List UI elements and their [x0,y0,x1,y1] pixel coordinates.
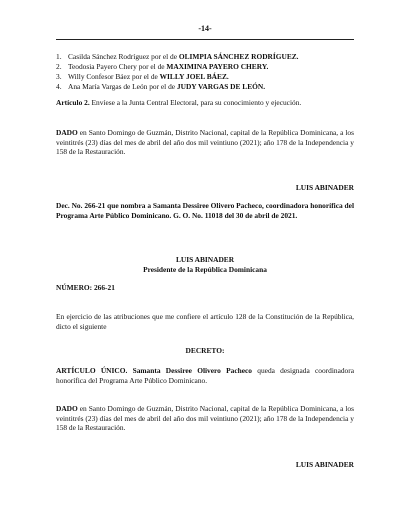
articulo-unico: ARTÍCULO ÚNICO. Samanta Dessiree Olivero Pacheco queda designada coordinadora honorífica del Programa Arte Público Dominicano. [56,366,354,385]
page-number: -14- [198,24,212,33]
articulo-2: Artículo 2. Envíese a la Junta Central Electoral, para su conocimiento y ejecución. [56,98,302,107]
list-item: 2. Teodosia Payero Chery por el de MAXIMINA PAYERO CHERY. [56,62,269,71]
decreto-heading: DECRETO: [185,346,225,355]
president-title: Presidente de la República Dominicana [143,265,267,274]
dado-paragraph-1: DADO en Santo Domingo de Guzmán, Distrito Nacional, capital de la República Dominicana, a los veintitrés (23) días del mes de abril del año dos mil veintiuno (2021); año 178 de la Independencia y 158 de la Restauración. [56,128,354,157]
list-item: 4. Ana María Vargas de León por el de JUDY VARGAS DE LEÓN. [56,82,266,91]
preamble: En ejercicio de las atribuciones que me confiere el artículo 128 de la Constitución de la República, dicto el siguiente [56,312,354,331]
header-rule [56,39,354,40]
list-item: 3. Willy Confesor Báez por el de WILLY JOEL BÁEZ. [56,72,229,81]
signature-2: LUIS ABINADER [295,460,354,469]
name-change-list [56,52,354,92]
signature-1: LUIS ABINADER [295,183,354,192]
list-item: 1. Casilda Sánchez Rodríguez por el de OLIMPIA SÁNCHEZ RODRÍGUEZ. [56,52,299,61]
decree-summary: Dec. No. 266-21 que nombra a Samanta Dessiree Olivero Pacheco, coordinadora honorífica del Programa Arte Público Dominicano. G. O. No. 11018 del 30 de abril de 2021. [56,201,354,220]
decree-number: NÚMERO: 266-21 [56,283,115,292]
president-name: LUIS ABINADER [175,255,235,264]
dado-paragraph-2: DADO en Santo Domingo de Guzmán, Distrito Nacional, capital de la República Dominicana, a los veintitrés (23) días del mes de abril del año dos mil veintiuno (2021); año 178 de la Independencia y 158 de la Restauración. [56,404,354,433]
